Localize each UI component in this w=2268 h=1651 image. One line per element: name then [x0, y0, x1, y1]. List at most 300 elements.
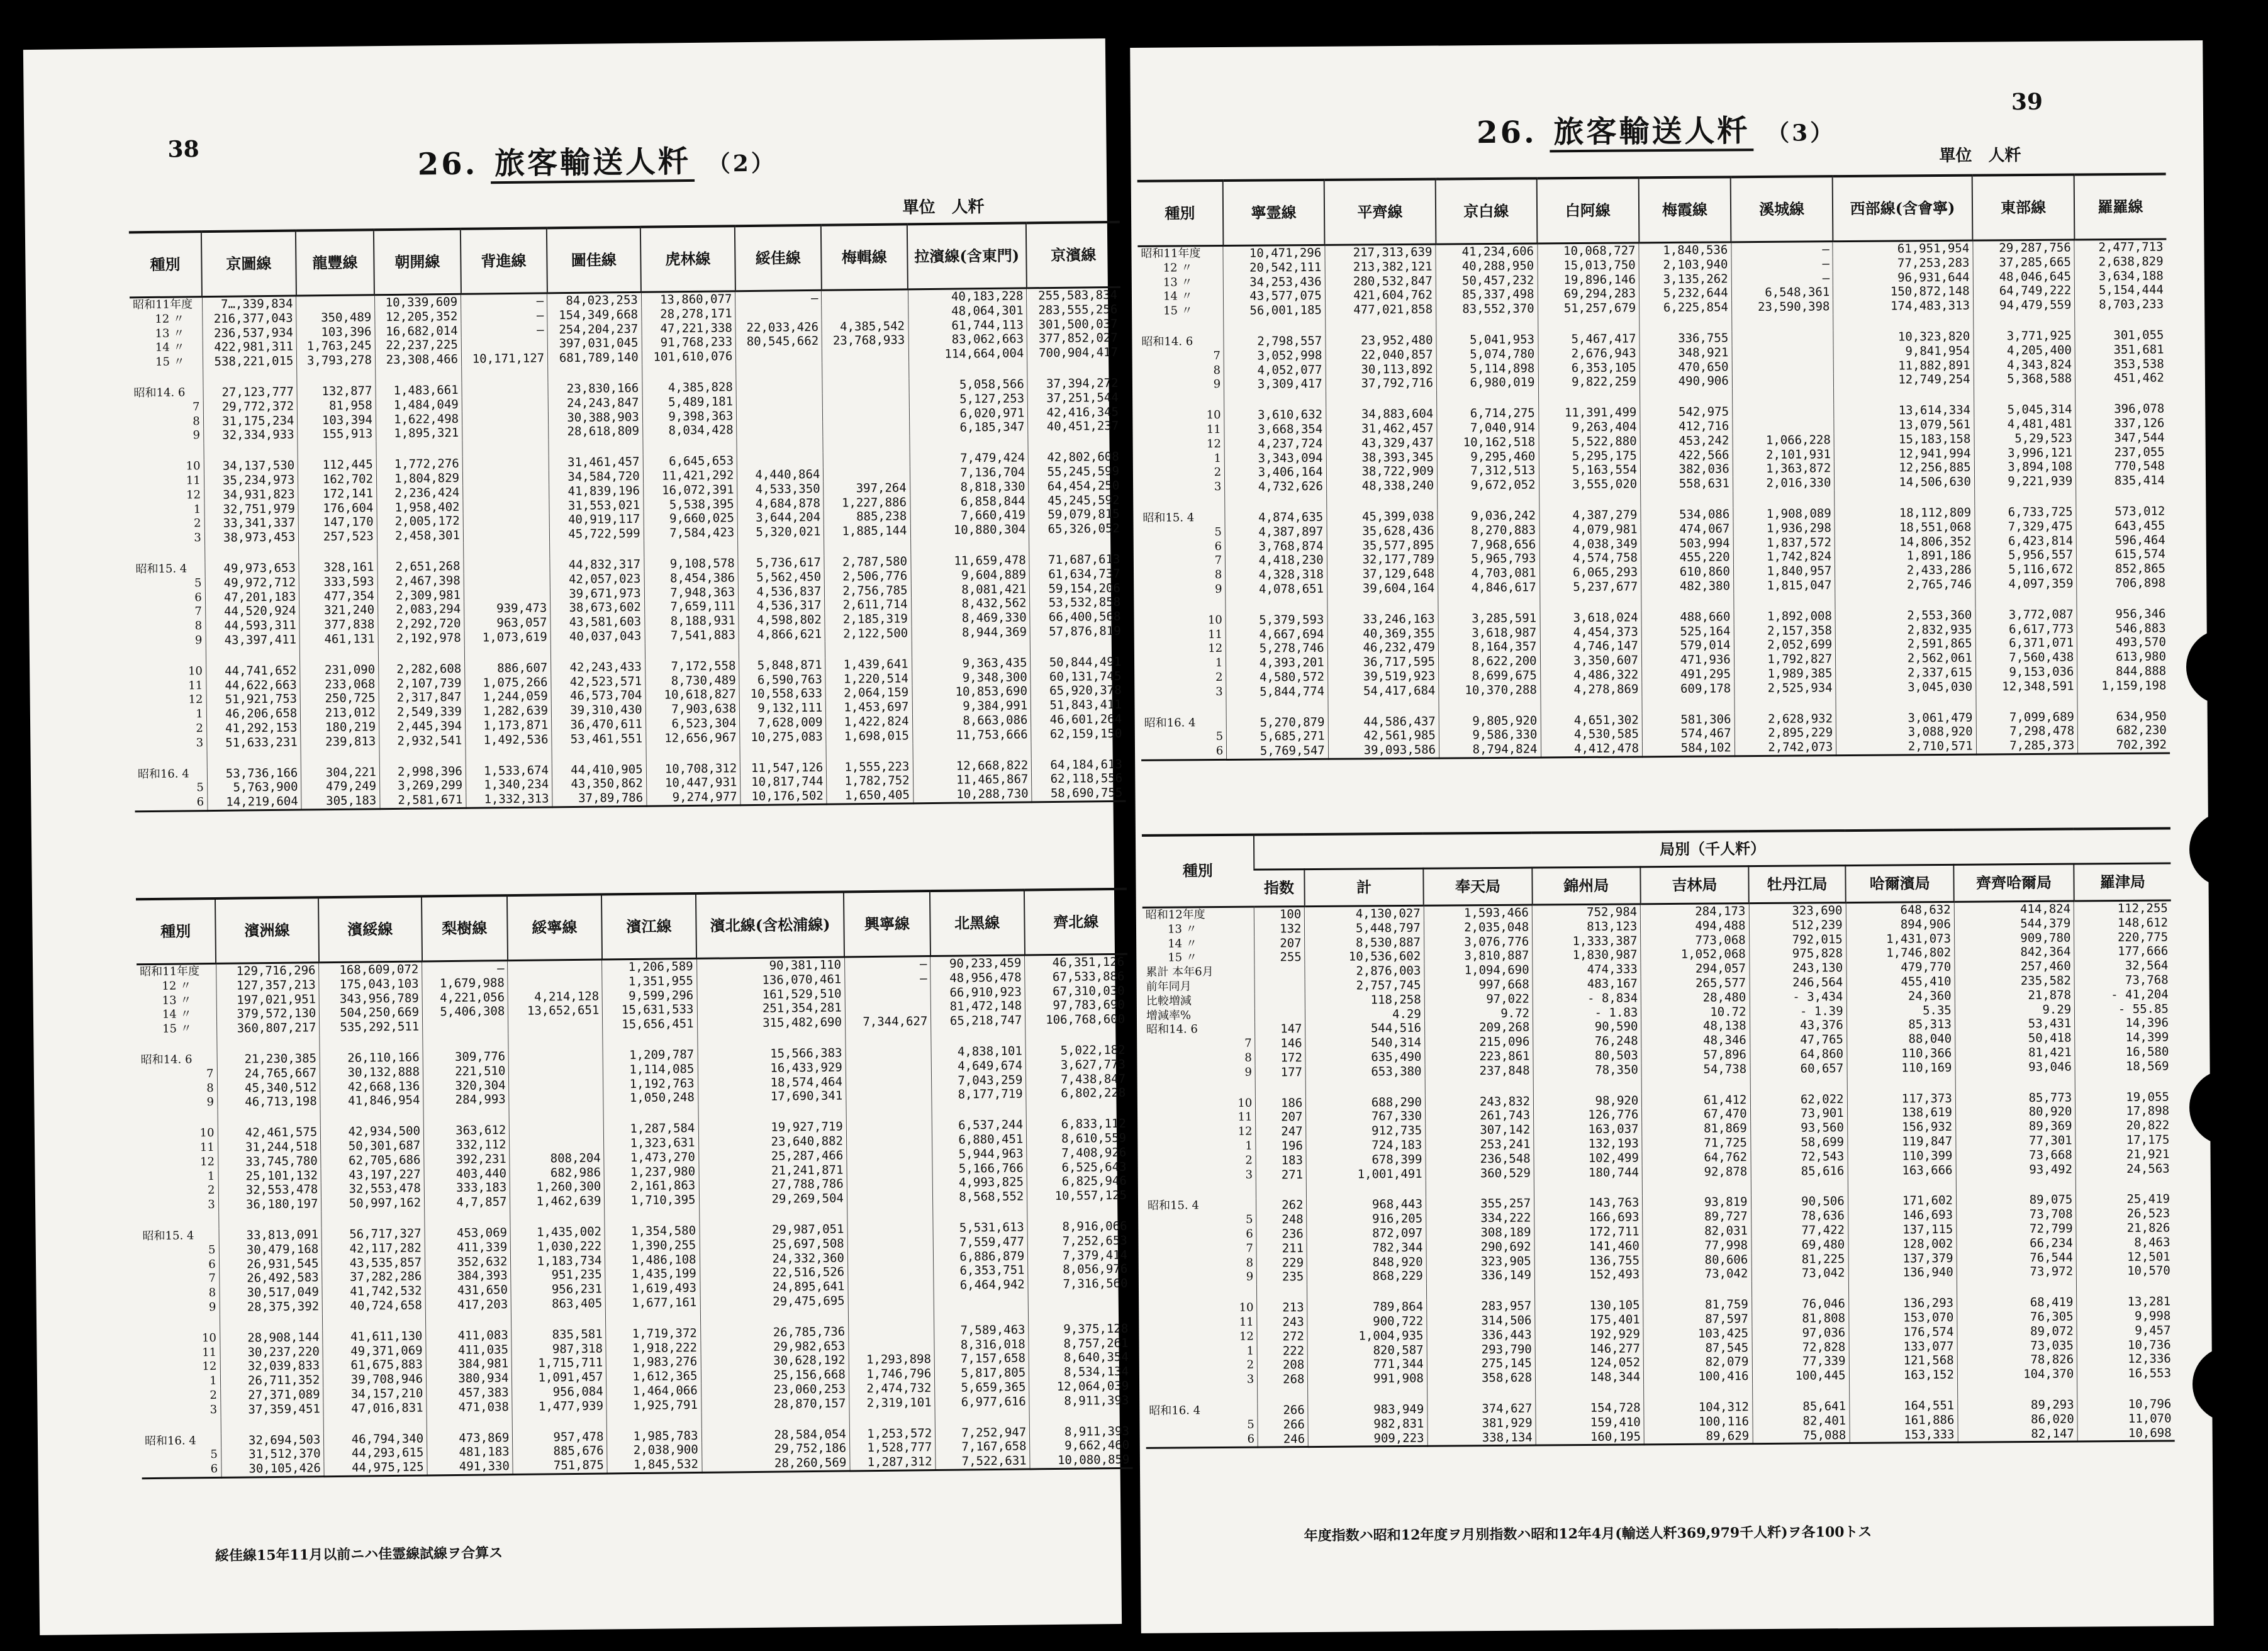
table-cell [1642, 696, 1735, 713]
table-cell [1533, 1077, 1641, 1094]
table-cell: 59,154,206 [1030, 581, 1124, 596]
table-cell [1256, 1080, 1306, 1097]
table-cell [549, 439, 643, 456]
table-cell: 104,312 [1644, 1400, 1752, 1415]
row-label: 3 [1214, 480, 1222, 494]
table-cell [1834, 387, 1974, 405]
row-label [1146, 1387, 1258, 1404]
table-cell: 9,822,259 [1538, 375, 1640, 390]
table-cell: 48,064,301 [908, 303, 1027, 319]
table-cell [423, 1019, 509, 1034]
table-cell: 207 [1256, 1110, 1306, 1124]
table-cell: 1,287,584 [604, 1121, 698, 1136]
table-cell [511, 1311, 606, 1328]
table-cell: - 41,204 [2074, 987, 2171, 1002]
table-cell [423, 1107, 510, 1124]
table-cell: 84,023,253 [547, 292, 642, 308]
table-cell: 422,981,311 [203, 340, 297, 355]
row-label: 13 〃 [162, 993, 192, 1007]
table-cell: 160,195 [1536, 1430, 1644, 1445]
table-cell: 5,166,766 [932, 1161, 1027, 1176]
row-label [139, 1212, 218, 1229]
table-cell: 473,869 [427, 1431, 513, 1446]
table-cell: 782,344 [1307, 1240, 1426, 1255]
table-cell: 73,042 [1643, 1267, 1751, 1282]
table-cell: 243,130 [1749, 961, 1846, 976]
table-cell [1732, 374, 1834, 389]
table-cell: 3,768,874 [1225, 539, 1327, 554]
table-cell: 975,828 [1749, 946, 1846, 961]
table-cell: 247 [1256, 1124, 1306, 1139]
row-label: 12 [1206, 437, 1221, 451]
table-cell: 48,338,240 [1326, 479, 1437, 494]
row-label: 15 〃 [1168, 951, 1198, 965]
table-cell: 842,364 [1955, 945, 2075, 960]
table-cell: 3,618,987 [1438, 625, 1540, 641]
table-cell: 1,422,824 [826, 714, 912, 729]
table-cell [847, 1176, 933, 1191]
row-label: 1 [1245, 1139, 1253, 1153]
row-label: 1 [1214, 451, 1222, 465]
table-cell [464, 587, 550, 602]
table-cell: 1,073,619 [464, 630, 550, 645]
table-cell: 19,927,719 [698, 1120, 847, 1136]
table-cell: 4,651,302 [1541, 713, 1643, 728]
table-cell [912, 639, 1031, 657]
table-cell: 48,046,645 [1973, 269, 2075, 284]
table-cell: 343,956,789 [319, 991, 422, 1007]
table-cell [508, 975, 602, 990]
table-cell: 2,083,294 [378, 602, 464, 617]
column-header: 種別 [1142, 835, 1254, 908]
table-cell: 90,506 [1751, 1194, 1848, 1209]
table-cell [1029, 536, 1123, 554]
table-cell: 33,745,780 [218, 1154, 321, 1170]
table-cell: 37,285,665 [1973, 255, 2075, 270]
table-cell: 2,161,863 [605, 1178, 699, 1194]
table-cell: 3,668,354 [1224, 422, 1326, 437]
row-label: 15 〃 [155, 355, 185, 369]
table-cell: 180,744 [1534, 1165, 1642, 1180]
table-cell: 58,699 [1750, 1135, 1847, 1150]
table-cell: 7,408,926 [1027, 1146, 1129, 1161]
table-cell: 333,183 [424, 1180, 510, 1195]
table-cell [826, 743, 912, 760]
table-cell: 43,397,411 [206, 632, 300, 647]
table-cell: 112,255 [2074, 900, 2171, 916]
table-cell [1848, 1177, 1956, 1194]
table-cell: 1,464,066 [606, 1384, 701, 1399]
table-cell: 13,281 [2077, 1295, 2174, 1310]
table-cell: 40,369,355 [1327, 626, 1438, 641]
table-cell: 67,533,886 [1025, 970, 1127, 985]
table-cell [509, 1106, 603, 1124]
table-cell: 294,057 [1641, 961, 1749, 977]
table-cell: 8,640,354 [1029, 1350, 1131, 1366]
table-cell [1641, 1077, 1750, 1094]
table-cell: 100,445 [1752, 1368, 1849, 1384]
table-cell: 146,693 [1848, 1208, 1956, 1223]
table-cell [1254, 979, 1305, 993]
row-label: 2 [193, 517, 201, 530]
table-cell: 951,235 [511, 1268, 605, 1283]
table-cell: 15,631,533 [603, 1002, 697, 1017]
table-cell: — [422, 961, 508, 977]
table-cell [1836, 694, 1976, 712]
table-cell: — [461, 293, 547, 310]
table-cell: 4,237,724 [1224, 437, 1326, 452]
table-cell: 332,112 [424, 1138, 510, 1153]
table-cell: 32,564 [2074, 959, 2171, 974]
table-cell: 770,548 [2076, 459, 2168, 474]
table-cell: 360,807,217 [216, 1021, 320, 1036]
table-cell: 6,537,244 [932, 1118, 1026, 1133]
column-header: 拉濱線(含東門) [907, 223, 1027, 289]
column-header: 奉天局 [1424, 868, 1533, 905]
table-cell [320, 1034, 423, 1051]
table-cell: 9,662,460 [1030, 1438, 1132, 1454]
table-cell: 542,975 [1640, 405, 1733, 420]
row-label: 3 [209, 1402, 218, 1416]
table-cell: 65,920,378 [1031, 683, 1124, 698]
row-label: 11 [1237, 1111, 1253, 1124]
table-cell: 609,178 [1642, 681, 1735, 697]
table-cell: 2,611,714 [825, 598, 911, 613]
table-cell: 50,301,687 [321, 1138, 424, 1154]
table-cell: 221,510 [423, 1064, 509, 1079]
table-cell [2077, 590, 2169, 607]
table-cell: 33,341,337 [204, 516, 299, 531]
table-cell: 30,113,892 [1326, 362, 1436, 377]
table-cell: 5,562,450 [738, 570, 824, 585]
row-label: 12 [202, 1360, 217, 1374]
table-cell: 104,370 [1957, 1367, 2077, 1382]
table-cell [909, 435, 1028, 452]
table-cell: 12,668,822 [913, 758, 1032, 774]
table-cell: 2,638,829 [2074, 254, 2166, 269]
row-label: 5 [1215, 730, 1224, 744]
table-cell: 323,905 [1426, 1254, 1534, 1269]
table-cell: 81,808 [1751, 1311, 1848, 1326]
table-cell [737, 453, 823, 468]
table-cell: 14,396 [2075, 1016, 2172, 1031]
table-cell: 5,045,314 [1974, 403, 2075, 418]
table-cell [377, 543, 464, 560]
table-cell: 220,775 [2074, 930, 2171, 945]
table-cell: 93,819 [1643, 1195, 1751, 1210]
table-cell: 8,081,421 [911, 582, 1030, 598]
table-cell: 7,659,111 [644, 600, 739, 615]
table-cell: 2,103,940 [1639, 257, 1731, 272]
table-cell: 2,506,776 [824, 569, 910, 584]
row-label [1144, 1080, 1256, 1097]
table-cell: 2,798,557 [1224, 334, 1326, 349]
table-cell: 8,534,134 [1029, 1365, 1132, 1380]
table-cell: 12,205,352 [375, 310, 461, 325]
table-cell: 323,690 [1749, 903, 1846, 919]
table-cell: 62,118,556 [1032, 771, 1126, 786]
table-cell: 1,066,228 [1733, 433, 1835, 448]
table-cell: 47,765 [1750, 1033, 1846, 1048]
table-cell [1534, 1180, 1642, 1197]
table-cell: 51,843,411 [1031, 698, 1125, 713]
table-cell: 702,392 [2078, 738, 2170, 754]
table-cell: 81,869 [1642, 1121, 1750, 1136]
table-cell: 126,776 [1534, 1108, 1642, 1123]
table-cell: 11,070 [2077, 1411, 2174, 1426]
table-cell: 82,401 [1752, 1414, 1849, 1429]
table-cell: 4,097,359 [1975, 576, 2077, 591]
table-cell: 28,584,054 [701, 1427, 850, 1443]
table-cell: 4,533,350 [737, 482, 824, 497]
table-cell: 4,536,837 [739, 584, 825, 599]
table-cell: 6,886,879 [934, 1249, 1028, 1264]
table-cell: 27,788,786 [699, 1177, 847, 1193]
left-page [23, 38, 1130, 1635]
table-cell: 5,769,547 [1227, 744, 1329, 759]
row-label: 6 [1247, 1432, 1255, 1446]
table-cell: 58,690,755 [1032, 786, 1126, 802]
table-cell: 213,012 [301, 705, 379, 720]
table-cell: 379,572,130 [216, 1007, 320, 1022]
row-label: 14 〃 [1168, 936, 1197, 951]
table-cell: 333,593 [299, 574, 377, 590]
table-cell [1644, 1384, 1752, 1401]
table-cell [2075, 1073, 2172, 1090]
table-cell: 4,130,027 [1305, 905, 1424, 922]
table-cell: 82,031 [1643, 1224, 1751, 1239]
table-cell: 136,940 [1848, 1265, 1957, 1280]
table-cell: 73,708 [1957, 1207, 2077, 1223]
table-cell: 61,744,113 [908, 318, 1027, 333]
row-label [133, 648, 206, 665]
table-cell: 216,377,043 [202, 311, 296, 326]
table-cell: 243,832 [1425, 1094, 1533, 1109]
column-header: 綏佳線 [735, 225, 822, 291]
table-cell: 9,457 [2077, 1323, 2174, 1338]
table-cell: 4,580,572 [1226, 670, 1328, 685]
table-cell: 237,848 [1425, 1063, 1533, 1078]
table-cell: 197,021,951 [216, 992, 320, 1008]
table-cell [736, 394, 822, 409]
table-cell: 10,618,827 [645, 688, 740, 703]
table-cell: 4,598,802 [739, 613, 825, 628]
table-cell [1327, 595, 1438, 612]
table-cell: 43,376 [1750, 1018, 1846, 1033]
table-cell: 77,998 [1643, 1238, 1751, 1253]
table-cell: 491,330 [427, 1459, 513, 1475]
table-cell: 1,763,245 [297, 339, 376, 354]
table-cell: 1,925,791 [606, 1398, 701, 1413]
table-cell: 8,757,261 [1029, 1336, 1131, 1352]
row-label: 7 [194, 605, 203, 618]
table-cell [1307, 1181, 1426, 1198]
row-label: 9 [193, 428, 201, 442]
table-cell [908, 361, 1027, 378]
table-cell: 1,895,321 [376, 426, 462, 441]
table-cell: 118,258 [1305, 993, 1425, 1008]
table-cell: 90,381,110 [696, 957, 845, 974]
table-cell: 159,410 [1536, 1415, 1644, 1430]
table-cell: 32,751,979 [204, 501, 299, 517]
table-cell: 2,292,720 [378, 617, 464, 632]
table-cell: 3,810,887 [1424, 949, 1533, 964]
table-cell: 42,561,985 [1328, 729, 1439, 744]
table-cell: 412,716 [1640, 419, 1733, 434]
table-cell: 44,586,437 [1328, 714, 1439, 729]
table-cell: 5,965,793 [1438, 552, 1539, 567]
table-cell [822, 289, 908, 306]
table-cell [1849, 1382, 1957, 1399]
row-label: 1 [207, 1169, 215, 1183]
table-cell: 88,040 [1846, 1032, 1955, 1047]
table-cell: 4,486,322 [1540, 668, 1642, 683]
table-cell: 53,431 [1955, 1017, 2075, 1032]
table-cell: 66,400,568 [1030, 610, 1124, 625]
table-cell: - 55.85 [2075, 1002, 2172, 1017]
row-label: 10 [199, 1126, 215, 1140]
table-cell: 5,685,271 [1227, 729, 1329, 744]
table-cell: 4,440,864 [737, 467, 824, 483]
table-cell: 106,768,600 [1025, 1012, 1128, 1028]
table-cell: 12,064,039 [1029, 1379, 1132, 1395]
table-cell: 384,393 [425, 1268, 511, 1284]
table-cell: 534,086 [1641, 507, 1733, 522]
table-cell: 1,192,763 [603, 1077, 698, 1092]
row-label: 1 [196, 707, 203, 721]
table-cell [644, 540, 738, 557]
table-cell: 328,161 [299, 560, 377, 575]
table-cell: 24,563 [2075, 1161, 2172, 1177]
table-cell [1255, 993, 1305, 1008]
table-cell: 5,270,879 [1226, 715, 1328, 730]
table-cell [606, 1310, 700, 1328]
table-cell: 128,002 [1848, 1237, 1957, 1252]
table-cell: 44,410,905 [552, 762, 646, 777]
table-cell [1427, 1385, 1536, 1402]
column-header: 種別 [129, 232, 202, 298]
table-cell: 9.72 [1424, 1006, 1533, 1021]
table-cell: 154,728 [1536, 1401, 1644, 1416]
table-cell: 87,597 [1643, 1312, 1751, 1327]
table-cell: 682,230 [2078, 724, 2170, 739]
table-cell: 9,295,460 [1437, 449, 1539, 464]
table-cell: 68,419 [1957, 1296, 2077, 1311]
row-label: 2 [1214, 466, 1222, 479]
table-cell: 11,465,867 [913, 773, 1032, 788]
row-label: 10 [1206, 408, 1221, 422]
table-cell [1974, 488, 2076, 505]
table-cell: 76,248 [1533, 1034, 1641, 1049]
table-cell: 23,768,933 [822, 333, 908, 349]
table-cell [508, 1032, 603, 1049]
table-cell: 7,312,513 [1437, 464, 1539, 479]
table-cell: 5,531,613 [933, 1220, 1027, 1235]
table-cell: 377,852,027 [1027, 331, 1120, 346]
table-cell: - 8,834 [1533, 991, 1641, 1006]
table-cell: 3,771,925 [1974, 328, 2075, 344]
table-cell: 42,668,136 [320, 1079, 423, 1095]
table-cell: 21,826 [2076, 1221, 2173, 1236]
table-cell [736, 363, 822, 380]
table-cell: 69,294,283 [1538, 287, 1640, 302]
table-cell: 5,448,797 [1305, 921, 1424, 936]
table-cell: 8,270,883 [1438, 523, 1539, 538]
unit-label: 單位 人粁 [902, 198, 985, 218]
table-cell: — [844, 956, 930, 973]
table-cell: 479,770 [1846, 960, 1955, 975]
table-cell: 237,055 [2075, 445, 2167, 460]
row-label: 2 [196, 722, 204, 736]
table-cell: 5,659,365 [935, 1380, 1029, 1395]
table-cell: 11,659,478 [910, 553, 1029, 569]
table-cell: 615,574 [2077, 547, 2169, 562]
table-cell: 4,866,621 [739, 627, 825, 642]
row-label: 6 [210, 1462, 218, 1476]
table-cell: 44,975,125 [324, 1460, 427, 1477]
column-header: 朝開線 [374, 229, 461, 295]
table-cell: 16,580 [2075, 1044, 2172, 1060]
table-cell: 4,838,101 [931, 1044, 1025, 1059]
table-cell: 11,421,292 [643, 468, 737, 483]
table-cell: 40,183,228 [908, 288, 1027, 305]
table-cell [845, 1000, 931, 1015]
table-cell: 253,241 [1426, 1137, 1534, 1152]
table-cell: 236,537,934 [203, 325, 297, 340]
table-cell: 141,460 [1534, 1239, 1643, 1254]
table-cell: 93,560 [1750, 1121, 1847, 1136]
table-cell: 1,323,631 [604, 1136, 698, 1151]
table-cell: 40,451,237 [1028, 419, 1122, 434]
table-cell: 73,768 [2074, 973, 2171, 988]
table-cell [823, 393, 909, 408]
table-cell: 4,574,758 [1539, 551, 1641, 566]
table-cell: 39,708,946 [323, 1372, 427, 1388]
table-cell: 6,020,971 [909, 406, 1028, 422]
table-cell: 265,577 [1641, 976, 1749, 991]
table-cell: 155,913 [298, 427, 376, 442]
column-header: 虎林線 [640, 226, 735, 292]
table-cell: 397,031,045 [547, 336, 642, 351]
table-cell [423, 1033, 509, 1050]
table-cell: 1,845,532 [607, 1457, 701, 1474]
table-cell: 235 [1257, 1270, 1307, 1284]
table-cell: — [1731, 242, 1833, 257]
table-cell: 5,041,953 [1436, 332, 1538, 347]
table-cell: 700,904,417 [1027, 345, 1121, 361]
table-cell: 257,460 [1955, 960, 2075, 975]
table-cell: 23,590,398 [1731, 299, 1833, 315]
table-cell: 1,837,572 [1733, 535, 1835, 551]
table-cell: 275,145 [1427, 1357, 1535, 1372]
table-cell: 4,530,585 [1541, 727, 1643, 742]
table-cell: 29,475,695 [700, 1294, 849, 1309]
row-label: 3 [208, 1198, 215, 1212]
table-cell: 5,127,253 [909, 391, 1028, 407]
table-cell: 6,825,946 [1027, 1174, 1129, 1190]
table-cell: 33,813,091 [219, 1228, 322, 1243]
table-cell: 9,998 [2077, 1309, 2174, 1324]
column-header: 吉林局 [1640, 866, 1749, 904]
row-label: 累計 本年6月 [1146, 965, 1214, 980]
table-cell [848, 1264, 934, 1279]
table-cell: 25,697,508 [700, 1236, 848, 1252]
table-cell: 382,036 [1640, 462, 1733, 478]
table-cell: 57,896 [1641, 1048, 1750, 1063]
table-cell: 80,920 [1955, 1105, 2075, 1120]
table-cell: 5,163,554 [1539, 463, 1641, 478]
table-cell: 8,699,675 [1439, 668, 1541, 683]
